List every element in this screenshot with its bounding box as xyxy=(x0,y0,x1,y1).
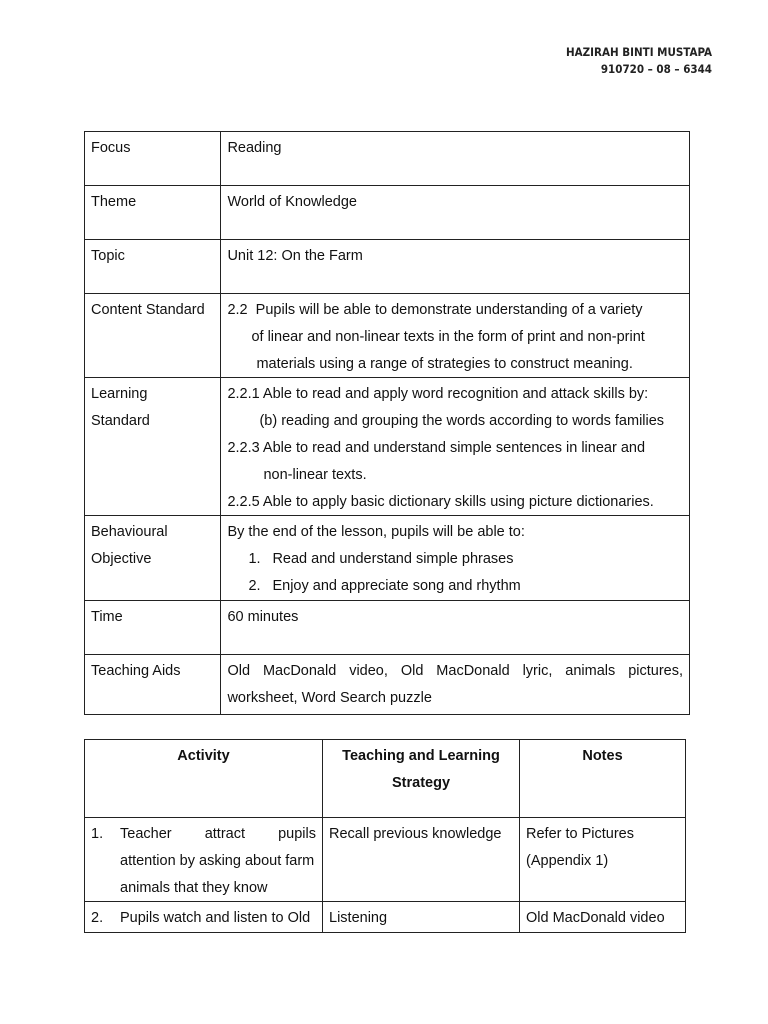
activity-cell xyxy=(85,818,323,902)
strategy-cell: Recall previous knowledge xyxy=(323,818,520,902)
objective-number: 1. xyxy=(248,551,261,568)
behavioural-objective-list xyxy=(227,546,683,600)
author-name: HAZIRAH BINTI MUSTAPA xyxy=(566,45,712,59)
focus-row xyxy=(85,132,690,186)
learning-standard-label-line: Learning xyxy=(91,386,148,403)
author-id: 910720 – 08 – 6344 xyxy=(600,62,712,76)
activity-first-line xyxy=(91,905,316,932)
content-standard-value xyxy=(221,294,690,378)
learning-standard-line: 2.2.3 Able to read and understand simple sentences in linear and xyxy=(227,439,646,456)
learning-standard-value xyxy=(221,378,690,516)
behavioural-objective-value xyxy=(221,516,690,600)
behavioural-objective-label xyxy=(85,516,221,600)
objective-number: 2. xyxy=(248,577,261,594)
content-standard-line: materials using a range of strategies to construct meaning. xyxy=(256,355,633,372)
notes-header: Notes xyxy=(520,740,686,818)
activity-row xyxy=(85,818,686,902)
strategy-header-line: Teaching and Learning xyxy=(342,748,500,764)
objective-item xyxy=(248,546,683,573)
time-value: 60 minutes xyxy=(221,600,690,654)
teaching-aids-row xyxy=(85,654,690,715)
teaching-aids-label: Teaching Aids xyxy=(85,654,221,715)
content-standard-row xyxy=(85,294,690,378)
focus-label: Focus xyxy=(85,132,221,186)
strategy-header xyxy=(323,740,520,818)
topic-value: Unit 12: On the Farm xyxy=(221,240,690,294)
theme-value: World of Knowledge xyxy=(221,186,690,240)
objective-text: Enjoy and appreciate song and rhythm xyxy=(272,577,521,594)
lesson-info-table xyxy=(84,131,690,715)
activity-text: animals that they know xyxy=(120,879,268,896)
activity-table xyxy=(84,739,686,933)
activity-row xyxy=(85,902,686,933)
learning-standard-label-line: Standard xyxy=(91,413,150,430)
activity-number: 1. xyxy=(91,826,104,842)
teaching-aids-value xyxy=(221,654,690,715)
notes-cell xyxy=(520,818,686,902)
activity-text: Pupils watch and listen to Old xyxy=(120,910,311,927)
behavioural-objective-row xyxy=(85,516,690,600)
learning-standard-line: 2.2.5 Able to apply basic dictionary skills using picture dictionaries. xyxy=(227,493,654,510)
objective-text: Read and understand simple phrases xyxy=(272,551,514,568)
learning-standard-row xyxy=(85,378,690,516)
behavioural-objective-intro: By the end of the lesson, pupils will be able to: xyxy=(227,524,525,541)
activity-text: attention by asking about farm xyxy=(120,852,315,869)
focus-value: Reading xyxy=(221,132,690,186)
activity-text: Teacher attract pupils xyxy=(120,826,316,842)
teaching-aids-line: Old MacDonald video, Old MacDonald lyric, animals pictures, xyxy=(227,662,683,679)
theme-row xyxy=(85,186,690,240)
teaching-aids-line: worksheet, Word Search puzzle xyxy=(227,689,432,706)
notes-cell: Old MacDonald video xyxy=(520,902,686,933)
learning-standard-line: non-linear texts. xyxy=(263,466,367,483)
time-label: Time xyxy=(85,600,221,654)
learning-standard-line: (b) reading and grouping the words according to words families xyxy=(259,413,665,430)
content-standard-line: of linear and non-linear texts in the form of print and non-print xyxy=(251,328,645,345)
author-header xyxy=(566,44,712,78)
content-standard-label: Content Standard xyxy=(85,294,221,378)
content-standard-line: 2.2 Pupils will be able to demonstrate understanding of a variety xyxy=(227,302,643,318)
behavioural-objective-label-line: Behavioural xyxy=(91,524,168,541)
notes-line: Refer to Pictures xyxy=(526,826,634,842)
activity-first-line xyxy=(91,821,316,848)
learning-standard-label xyxy=(85,378,221,516)
learning-standard-line: 2.2.1 Able to read and apply word recognition and attack skills by: xyxy=(227,386,649,403)
topic-label: Topic xyxy=(85,240,221,294)
activity-header: Activity xyxy=(85,740,323,818)
topic-row xyxy=(85,240,690,294)
activity-header-row xyxy=(85,740,686,818)
time-row xyxy=(85,600,690,654)
behavioural-objective-label-line: Objective xyxy=(91,551,152,568)
strategy-cell: Listening xyxy=(323,902,520,933)
objective-item xyxy=(248,573,683,600)
notes-line: (Appendix 1) xyxy=(526,852,609,869)
activity-number: 2. xyxy=(91,910,104,927)
theme-label: Theme xyxy=(85,186,221,240)
strategy-header-line: Strategy xyxy=(391,774,451,791)
activity-cell xyxy=(85,902,323,933)
